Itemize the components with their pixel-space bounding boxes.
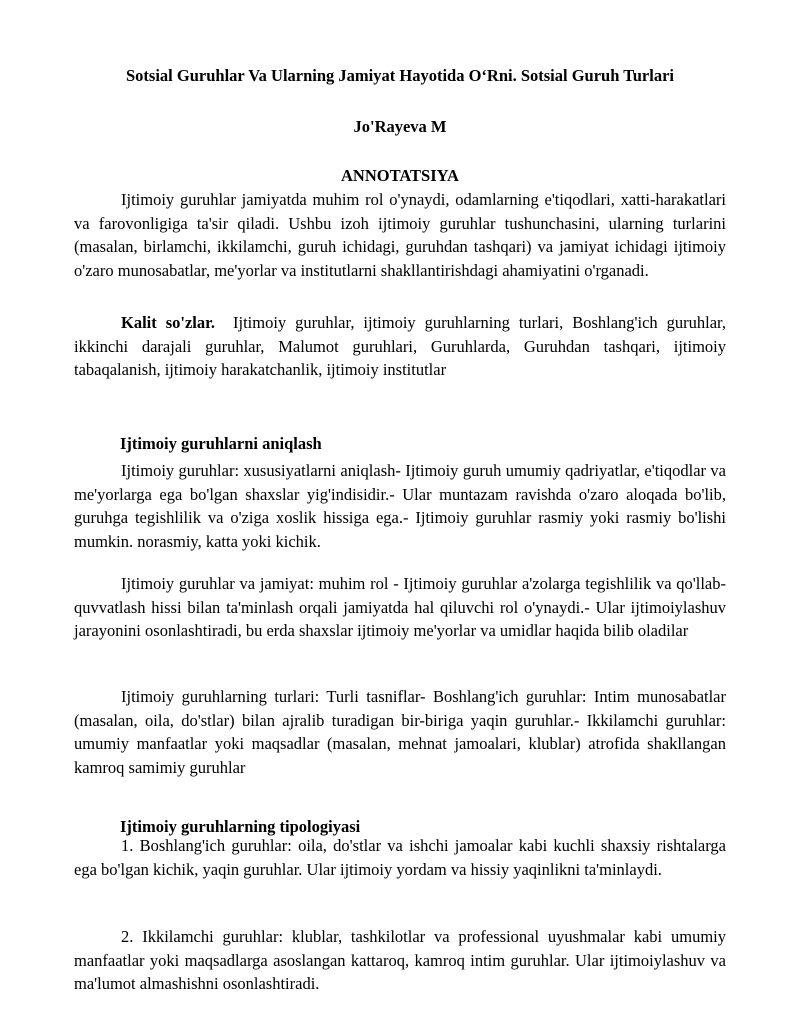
section2-heading: Ijtimoiy guruhlarning tipologiyasi (120, 817, 361, 836)
document-title: Sotsial Guruhlar Va Ularning Jamiyat Hayotida O‘Rni. Sotsial Guruh Turlari (126, 66, 674, 85)
keywords-paragraph (74, 311, 726, 382)
document-author: Jo'Rayeva M (353, 117, 447, 136)
abstract-heading: ANNOTATSIYA (341, 166, 459, 185)
section2-paragraph-1: 1. Boshlang'ich guruhlar: oila, do'stlar va ishchi jamoalar kabi kuchli shaxsiy rishtalarga ega bo'lgan kichik, yaqin guruhlar. Ular ijtimoiy yordam va hissiy yaqinlikni ta'minlaydi. (74, 836, 726, 879)
keywords-label: Kalit so'zlar. (121, 313, 216, 332)
abstract-text: Ijtimoiy guruhlar jamiyatda muhim rol o'ynaydi, odamlarning e'tiqodlari, xatti-harakatlari va farovonligiga ta'sir qiladi. Ushbu izoh ijtimoiy guruhlar tushunchasini, ularning turlarini (masalan, birlamchi, ikkilamchi, guruh ichidagi, guruhdan tashqari) va jamiyat ichidagi ijtimoiy o'zaro munosabatlar, me'yorlar va institutlarni shakllantirishdagi ahamiyatini o'rganadi. (74, 190, 726, 280)
section1-paragraph-1: Ijtimoiy guruhlar: xususiyatlarni aniqlash- Ijtimoiy guruh umumiy qadriyatlar, e'tiqodlar va me'yorlarga ega bo'lgan shaxslar yig'indisidir.- Ular muntazam ravishda o'zaro aloqada bo'lib, guruhga tegishlilik va o'ziga xoslik hissiga ega.- Ijtimoiy guruhlar rasmiy yoki rasmiy bo'lishi mumkin. norasmiy, katta yoki kichik. (74, 461, 726, 551)
section1-paragraph-2: Ijtimoiy guruhlar va jamiyat: muhim rol - Ijtimoiy guruhlar a'zolarga tegishlilik va qo'llab-quvvatlash hissi bilan ta'minlash orqali jamiyatda hal qiluvchi rol o'ynaydi.- Ular ijtimoiylashuv jarayonini osonlashtiradi, bu erda shaxslar ijtimoiy me'yorlar va umidlar haqida bilib oladilar (74, 574, 726, 641)
section1-heading: Ijtimoiy guruhlarni aniqlash (120, 434, 322, 453)
section1-paragraph-3: Ijtimoiy guruhlarning turlari: Turli tasniflar- Boshlang'ich guruhlar: Intim munosabatlar (masalan, oila, do'stlar) bilan ajralib turadigan bir-biriga yaqin guruhlar.- Ikkilamchi guruhlar: umumiy manfaatlar yoki maqsadlar (masalan, mehnat jamoalari, klublar) atrofida shakllangan kamroq samimiy guruhlar (74, 687, 726, 777)
section2-paragraph-2: 2. Ikkilamchi guruhlar: klublar, tashkilotlar va professional uyushmalar kabi umumiy manfaatlar yoki maqsadlarga asoslangan kattaroq, kamroq intim guruhlar. Ular ijtimoiylashuv va ma'lumot almashishni osonlashtiradi. (74, 927, 726, 994)
keywords-text: Ijtimoiy guruhlar, ijtimoiy guruhlarning turlari, Boshlang'ich guruhlar, ikkinchi darajali guruhlar, Malumot guruhlari, Guruhlarda, Guruhdan tashqari, ijtimoiy tabaqalanish, ijtimoiy harakatchanlik, ijtimoiy institutlar (74, 313, 727, 380)
